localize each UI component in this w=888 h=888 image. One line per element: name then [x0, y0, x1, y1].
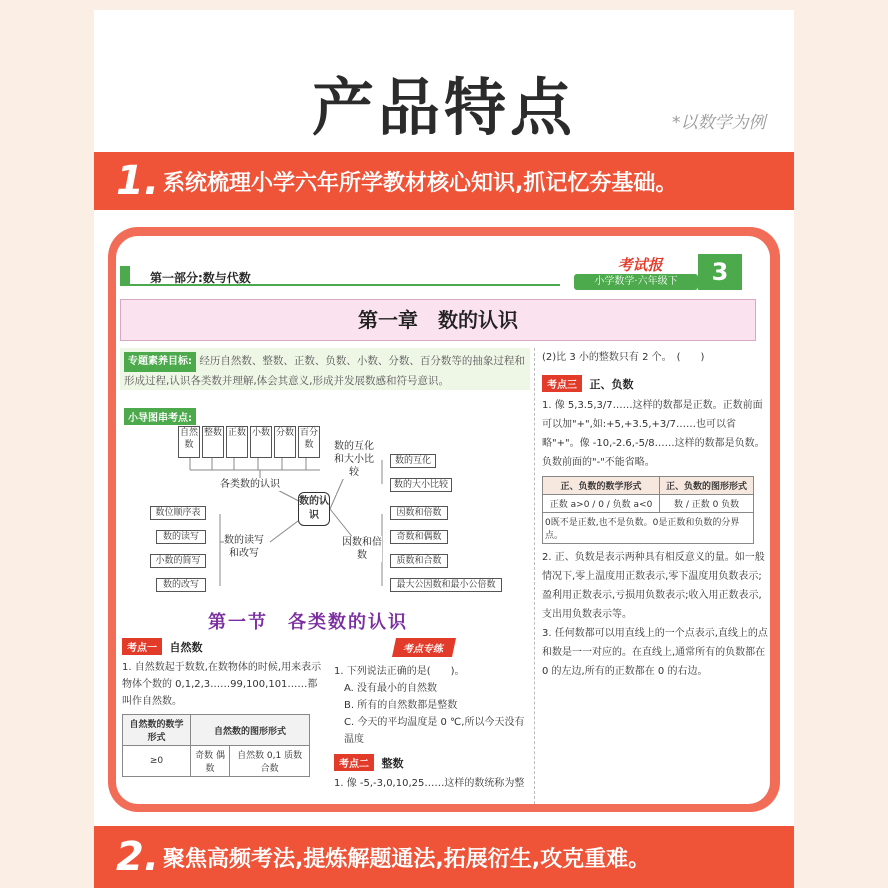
part-header-marker: [120, 266, 130, 286]
node-natural: 自然数: [178, 426, 200, 458]
label-rw: 数的读写和改写: [224, 535, 264, 559]
node-simplify: 小数的简写: [150, 554, 206, 568]
page-title: 产品特点: [311, 71, 576, 144]
posneg-table-header-2: 正、负数的图形形式: [660, 477, 754, 495]
natural-table-header-2: 自然数的图形形式: [190, 715, 309, 746]
part-header: 第一部分:数与代数: [150, 271, 251, 285]
kd2-text: 1. 像 -5,-3,0,10,25……这样的数统称为整: [334, 778, 525, 789]
brand-logo: 考试报: [617, 256, 663, 274]
right-column: [542, 348, 770, 804]
banner-number: 2.: [116, 834, 160, 880]
practice-option-b: B. 所有的自然数都是整数: [344, 700, 458, 711]
practice-option-a: A. 没有最小的自然数: [344, 683, 438, 694]
mind-map: [120, 426, 530, 604]
kd2-header: [334, 754, 530, 771]
banner-text: 聚焦高频考法,提炼解题通法,拓展衍生,攻克重难。: [163, 846, 651, 872]
chapter-title: 第一章 数的认识: [120, 299, 756, 341]
node-fraction: 分数: [274, 426, 296, 458]
banner-text: 系统梳理小学六年所学教材核心知识,抓记忆夯基础。: [163, 170, 678, 196]
kd1-header: [122, 638, 322, 655]
feature-banner-2: [94, 826, 794, 888]
goal-box: [120, 348, 530, 390]
posneg-table-cell: 正数 a>0 / 0 / 负数 a<0: [543, 495, 660, 513]
node-integer: 整数: [202, 426, 224, 458]
kd3-tag: 考点三: [542, 375, 582, 392]
natural-table-cell: 自然数 0,1 质数 合数: [230, 746, 310, 777]
example-note: *以数学为例: [672, 113, 766, 133]
node-rewrite: 数的改写: [156, 578, 206, 592]
node-gcd-lcm: 最大公因数和最小公倍数: [390, 578, 502, 592]
node-positive: 正数: [226, 426, 248, 458]
node-place-table: 数位顺序表: [150, 506, 206, 520]
goal-paragraph: [124, 352, 528, 390]
node-odd-even: 奇数和偶数: [390, 530, 448, 544]
banner-number: 1.: [116, 158, 160, 204]
label-convert: 数的互化和大小比较: [334, 441, 374, 478]
feature-banner-1: [94, 152, 794, 210]
kd3-name: 正、负数: [589, 378, 634, 391]
posneg-table-cell: 数 / 正数 0 负数: [660, 495, 754, 513]
practice-column: [334, 638, 530, 792]
label-factor: 因数和倍数: [342, 537, 382, 561]
goal-text: 经历自然数、整数、正数、负数、小数、分数、百分数等的抽象过程和形成过程,认识各类数并理解,体会其意义,形成并发展数感和符号意识。: [124, 355, 525, 387]
section-title: 第一节 各类数的认识: [208, 612, 408, 633]
left-column: [120, 348, 530, 804]
mind-center: 数的认识: [298, 492, 330, 526]
natural-table: [122, 714, 310, 777]
map-tag: 小导图串考点:: [124, 408, 196, 425]
natural-table-cell: ≥0: [123, 746, 191, 777]
posneg-paragraph-1: 1. 像 5,3.5,3/7……这样的数都是正数。正数前面可以加"+",如:+5,+3.5,+3/7……也可以省略"+"。像 -10,-2.6,-5/8……这样的数都是负数。负数前面的"-"不能省略。: [542, 400, 765, 468]
practice-option-c: C. 今天的平均温度是 0 ℃,所以今天没有温度: [344, 717, 525, 745]
label-types: 各类数的认识: [214, 478, 286, 491]
natural-table-cell: 奇数 偶数: [190, 746, 229, 777]
kd2-tag: 考点二: [334, 754, 374, 771]
practice-tag: 考点专练: [392, 638, 456, 657]
page-number: 3: [698, 254, 742, 290]
node-factor-multiple: 因数和倍数: [390, 506, 448, 520]
posneg-paragraph-3: 3. 任何数都可以用直线上的一个点表示,直线上的点和数是一一对应的。在直线上,通常所有的负数都在 0 的左边,所有的正数都在 0 的右边。: [542, 628, 768, 677]
kd2-name: 整数: [381, 757, 404, 770]
node-percent: 百分数: [298, 426, 320, 458]
posneg-table-note: 0既不是正数,也不是负数。0是正数和负数的分界点。: [543, 513, 754, 544]
posneg-table: [542, 476, 754, 544]
kd1-text: 1. 自然数起于数数,在数物体的时候,用来表示物体个数的 0,1,2,3……99,100,101……都叫作自然数。: [122, 662, 322, 707]
grade-label: 小学数学·六年级下: [574, 274, 698, 290]
practice-question: 1. 下列说法正确的是( )。: [334, 666, 465, 677]
node-convert: 数的互化: [390, 454, 436, 468]
node-read-write: 数的读写: [156, 530, 206, 544]
node-compare: 数的大小比较: [390, 478, 452, 492]
kd1-name: 自然数: [169, 641, 203, 654]
natural-table-header-1: 自然数的数学形式: [123, 715, 191, 746]
node-prime: 质数和合数: [390, 554, 448, 568]
knowledge-natural: [122, 638, 322, 777]
map-tag-wrap: [124, 408, 196, 425]
posneg-table-header-1: 正、负数的数学形式: [543, 477, 660, 495]
goal-tag: 专题素养目标:: [124, 352, 196, 372]
kd1-tag: 考点一: [122, 638, 162, 655]
node-decimal: 小数: [250, 426, 272, 458]
book-page-preview: [116, 236, 770, 804]
question-2: (2)比 3 小的整数只有 2 个。 ( ): [542, 352, 705, 363]
column-divider: [534, 348, 535, 804]
kd3-header: [542, 375, 770, 392]
posneg-paragraph-2: 2. 正、负数是表示两种具有相反意义的量。如一般情况下,零上温度用正数表示,零下温度用负数表示;盈利用正数表示,亏损用负数表示;收入用正数表示,支出用负数表示等。: [542, 552, 765, 620]
